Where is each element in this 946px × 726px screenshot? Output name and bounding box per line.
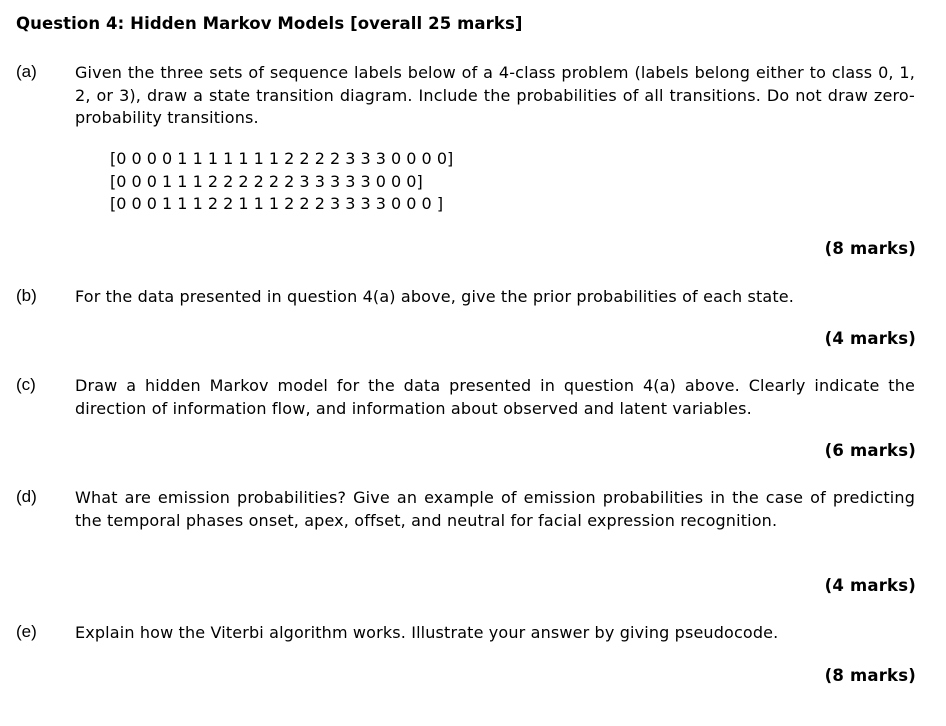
part-label: (c) bbox=[16, 375, 36, 394]
part-text: What are emission probabilities? Give an example of emission probabilities in the case of predicting the temporal phases onset, apex, offset, and neutral for facial expression recognition. bbox=[75, 488, 915, 530]
marks-d: (4 marks) bbox=[824, 576, 916, 595]
sequence-2: [0 0 0 1 1 1 2 2 2 2 2 2 3 3 3 3 3 0 0 0] bbox=[110, 171, 423, 191]
sequence-3: [0 0 0 1 1 1 2 2 1 1 1 2 2 2 3 3 3 3 0 0 0 ] bbox=[110, 194, 444, 213]
part-text: Draw a hidden Markov model for the data presented in question 4(a) above. Clearly indicate the direction of information flow, and information about observed and latent variables. bbox=[75, 376, 915, 418]
sequence-1: [0 0 0 0 1 1 1 1 1 1 1 2 2 2 2 3 3 3 0 0 0 0] bbox=[110, 149, 454, 168]
marks-a: (8 marks) bbox=[824, 239, 916, 258]
part-label: (e) bbox=[16, 622, 37, 641]
part-label: (b) bbox=[16, 286, 37, 305]
question-title: Question 4: Hidden Markov Models [overall 25 marks] bbox=[16, 14, 523, 33]
part-label: (d) bbox=[16, 487, 37, 506]
part-text: Explain how the Viterbi algorithm works. Illustrate your answer by giving pseudocode. bbox=[75, 623, 779, 642]
part-text: For the data presented in question 4(a) above, give the prior probabilities of each state. bbox=[75, 287, 795, 306]
marks-e: (8 marks) bbox=[824, 666, 916, 685]
sequence-list bbox=[110, 148, 453, 216]
marks-c: (6 marks) bbox=[824, 441, 916, 460]
marks-b: (4 marks) bbox=[824, 329, 916, 348]
part-label: (a) bbox=[16, 62, 37, 81]
part-text: Given the three sets of sequence labels below of a 4-class problem (labels belong either to class 0, 1, 2, or 3), draw a state transition diagram. Include the probabilities of all transitions. Do not draw zero-probability transitions. bbox=[75, 63, 915, 127]
